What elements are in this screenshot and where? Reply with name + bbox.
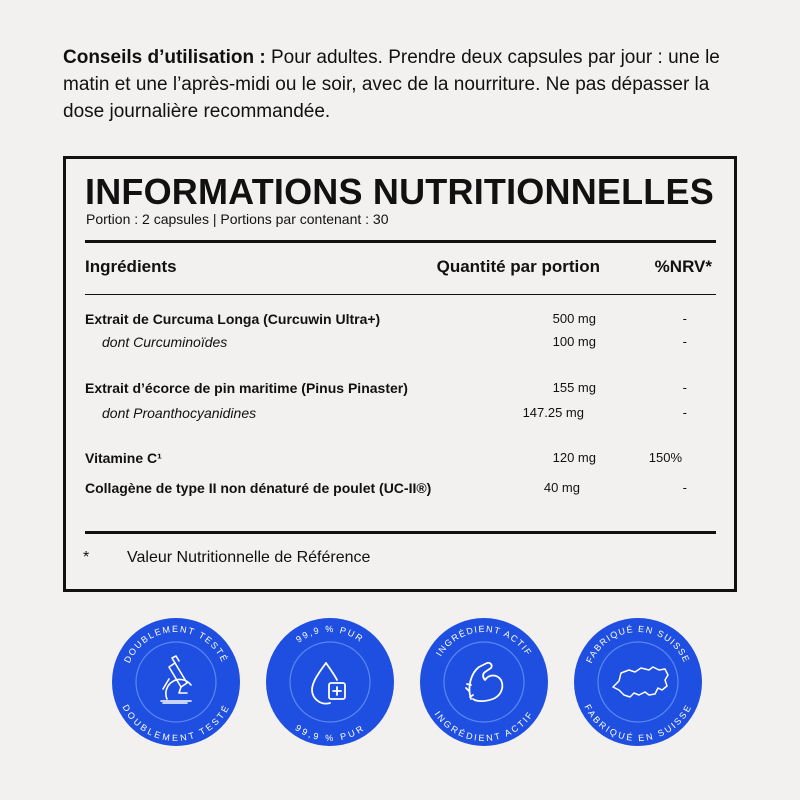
ingredient-name: dont Curcuminoïdes: [102, 334, 228, 350]
ingredient-nrv: -: [682, 380, 687, 395]
usage-text: Pour adultes. Prendre deux capsules par jour : une le matin et une l’après-midi ou le soir, avec de la nourriture. Ne pas dépasser la dose journalière recommandée.: [63, 47, 720, 122]
ingredient-nrv: -: [682, 480, 687, 495]
usage-label: Conseils d’utilisation :: [63, 47, 266, 68]
ingredient-name: Extrait d’écorce de pin maritime (Pinus Pinaster): [85, 380, 408, 396]
column-header-divider: [85, 294, 716, 295]
ingredient-quantity: 155 mg: [552, 380, 596, 395]
footnote-mark: *: [83, 549, 90, 566]
badge-label-top: INGRÉDIENT ACTIF: [433, 623, 534, 658]
ingredient-name: Vitamine C¹: [85, 450, 162, 466]
header-ingredients: Ingrédients: [85, 257, 177, 276]
ingredient-quantity: 120 mg: [552, 450, 596, 465]
header-quantity: Quantité par portion: [436, 257, 600, 276]
ingredient-quantity: 500 mg: [552, 311, 596, 326]
ingredient-nrv: -: [682, 405, 687, 420]
nutrition-title: INFORMATIONS NUTRITIONNELLES: [85, 171, 714, 212]
footer-divider: [85, 531, 716, 534]
badge-label-bottom: DOUBLEMENT TESTÉ: [120, 702, 232, 744]
nutrition-facts-panel: [63, 156, 737, 592]
badge-purity: [265, 617, 395, 747]
ingredient-nrv: 150%: [648, 450, 682, 465]
badge-label-bottom: 99,9 % PUR: [293, 722, 367, 744]
ingredient-quantity: 147.25 mg: [522, 405, 584, 420]
ingredient-name: Collagène de type II non dénaturé de poulet (UC-II®): [85, 480, 432, 496]
badge-label-top: 99,9 % PUR: [294, 623, 366, 645]
badge-label-top: FABRIQUÉ EN SUISSE: [584, 623, 692, 665]
ingredient-quantity: 40 mg: [543, 480, 580, 495]
header-divider: [85, 240, 716, 243]
badge-swiss-made: [573, 617, 703, 747]
ingredient-name: dont Proanthocyanidines: [102, 405, 257, 421]
header-nrv: %NRV*: [654, 257, 712, 276]
serving-info: Portion : 2 capsules | Portions par contenant : 30: [86, 211, 389, 227]
usage-instructions: [63, 44, 743, 125]
ingredient-name: Extrait de Curcuma Longa (Curcuwin Ultra+): [85, 311, 381, 327]
badge-label-bottom: INGRÉDIENT ACTIF: [432, 709, 536, 744]
ingredient-nrv: -: [682, 334, 687, 349]
ingredient-quantity: 100 mg: [552, 334, 596, 349]
badge-label-top: DOUBLEMENT TESTÉ: [122, 623, 230, 665]
badge-double-tested: [111, 617, 241, 747]
badge-label-bottom: FABRIQUÉ EN SUISSE: [582, 702, 694, 744]
footnote-text: Valeur Nutritionnelle de Référence: [127, 549, 371, 566]
badge-active-ingredient: [419, 617, 549, 747]
ingredient-nrv: -: [682, 311, 687, 326]
